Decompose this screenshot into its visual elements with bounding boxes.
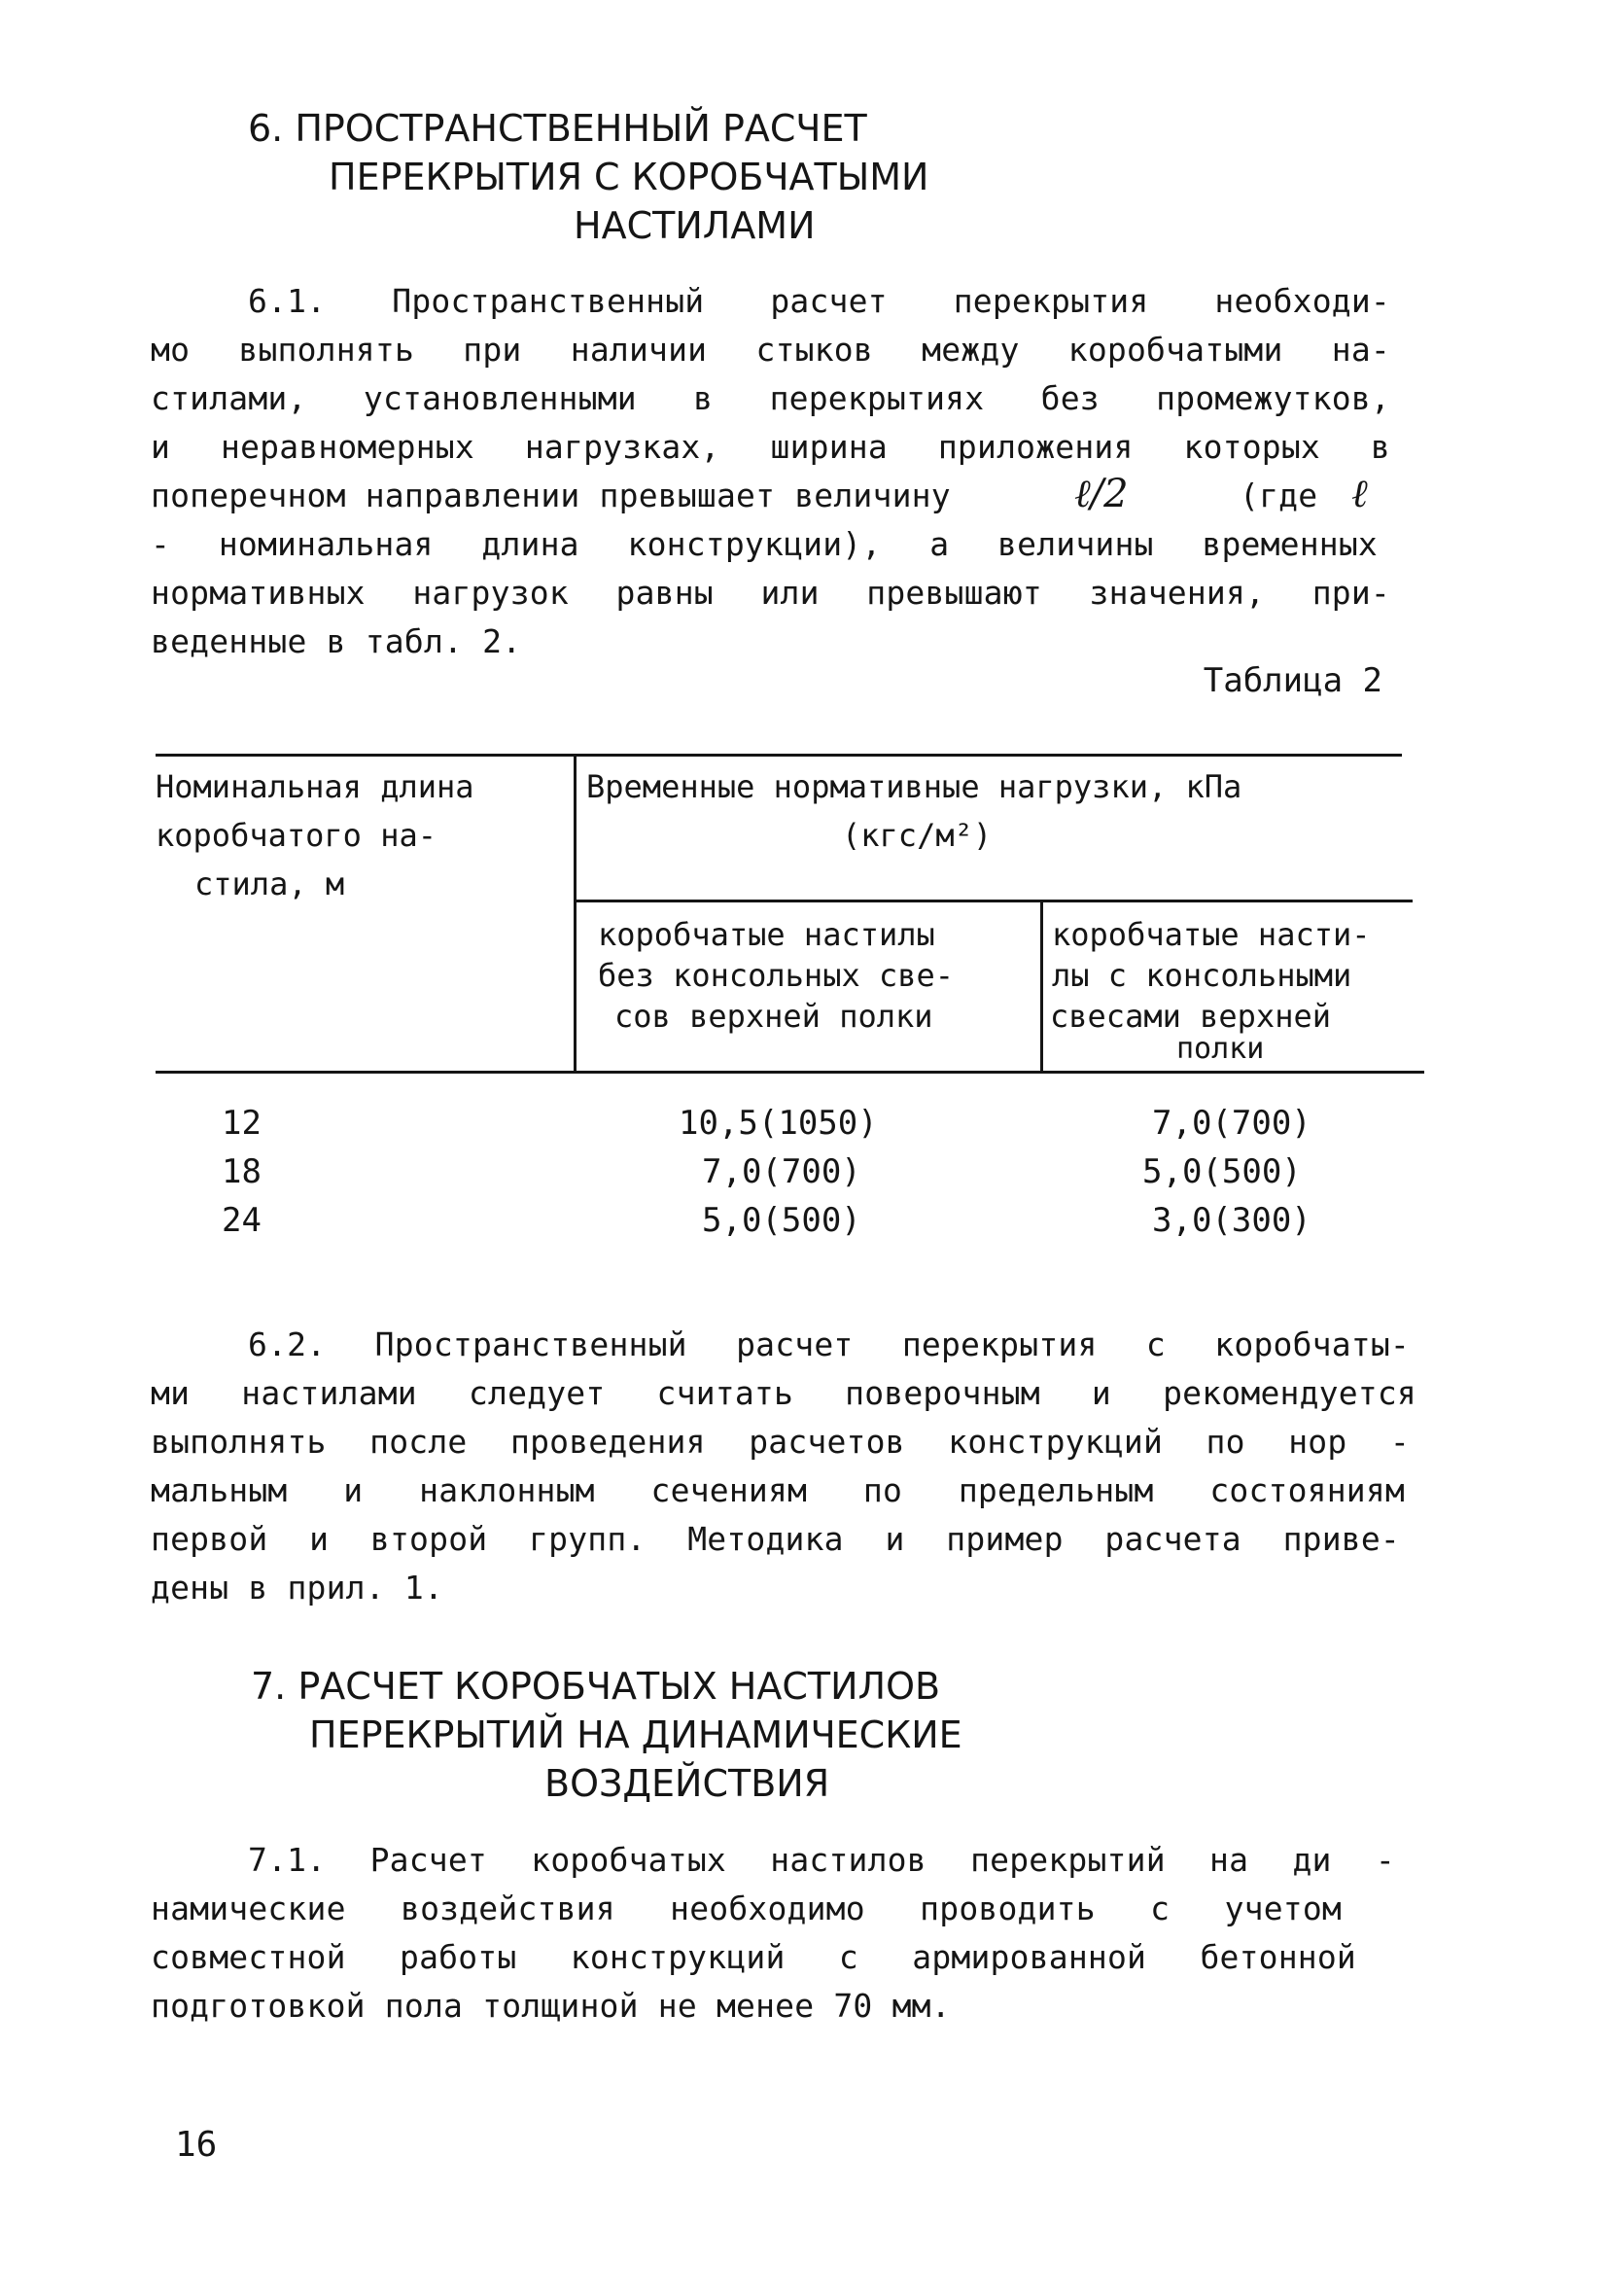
section-7-heading-line2: ПЕРЕКРЫТИЙ НА ДИНАМИЧЕСКИЕ (309, 1713, 962, 1756)
table-cell-without: 10,5(1050) (679, 1104, 878, 1143)
table-top-rule (156, 754, 1402, 757)
table-cell-length: 18 (222, 1152, 262, 1191)
table-cell-with: 3,0(300) (1152, 1201, 1311, 1240)
col3-header-line: свесами верхней (1050, 998, 1331, 1035)
para-6-1-line: 6.1. Пространственный расчет перекрытия необходи- (248, 282, 1390, 320)
section-6-heading-line1: 6. ПРОСТРАНСТВЕННЫЙ РАСЧЕТ (248, 107, 867, 150)
para-6-2-line: дены в прил. 1. (151, 1569, 444, 1607)
para-6-2-line: ми настилами следует считать поверочным и рекомендуется (151, 1374, 1416, 1412)
para-6-1-line: веденные в табл. 2. (151, 622, 522, 660)
table-group-rule (577, 900, 1413, 902)
col3-header-line: полки (1176, 1032, 1265, 1066)
table-caption: Таблица 2 (1203, 661, 1382, 700)
col1-header-line: стила, м (194, 865, 345, 902)
para-7-1-line: 7.1. Расчет коробчатых настилов перекрытий на ди - (248, 1841, 1395, 1879)
table-cell-with: 5,0(500) (1142, 1152, 1302, 1191)
para-6-1-line: (где (1240, 477, 1318, 514)
table-cell-length: 24 (222, 1201, 262, 1240)
table-cell-length: 12 (222, 1104, 262, 1143)
para-6-2-line: 6.2. Пространственный расчет перекрытия с коробчаты- (248, 1325, 1410, 1363)
para-6-2-line: выполнять после проведения расчетов конструкций по нор - (151, 1423, 1410, 1461)
para-6-1-line: и неравномерных нагрузках, ширина приложения которых в (151, 428, 1390, 466)
table-header-bottom-rule (156, 1071, 1424, 1074)
col3-header-line: лы с консольными (1052, 957, 1352, 994)
col2-header-line: сов верхней полки (614, 998, 933, 1035)
para-7-1-line: совместной работы конструкций с армированной бетонной (151, 1938, 1356, 1976)
symbol-l: ℓ (1351, 472, 1368, 516)
para-6-1-line: нормативных нагрузок равны или превышают значения, при- (151, 574, 1390, 612)
para-6-1-line: мо выполнять при наличии стыков между коробчатыми на- (151, 331, 1390, 369)
col2-header-line: без консольных све- (598, 957, 955, 994)
col1-header-line: коробчатого на- (156, 817, 437, 854)
section-7-heading-line1: 7. РАСЧЕТ КОРОБЧАТЫХ НАСТИЛОВ (251, 1665, 941, 1708)
table-cell-without: 7,0(700) (702, 1152, 861, 1191)
para-6-2-line: первой и второй групп. Методика и пример расчета приве- (151, 1520, 1400, 1558)
col3-header-line: коробчатые насти- (1052, 916, 1371, 953)
section-6-heading-line2: ПЕРЕКРЫТИЯ С КОРОБЧАТЫМИ (329, 156, 929, 198)
table-cell-without: 5,0(500) (702, 1201, 861, 1240)
para-7-1-line: намические воздействия необходимо проводить с учетом (151, 1890, 1342, 1927)
para-6-1-line: стилами, установленными в перекрытиях без промежутков, (151, 379, 1390, 417)
group-header-line: Временные нормативные нагрузки, кПа (586, 768, 1242, 805)
table-cell-with: 7,0(700) (1152, 1104, 1311, 1143)
symbol-l-half: ℓ/2 (1074, 472, 1129, 516)
table-vertical-rule-1 (574, 757, 577, 1071)
para-6-1-line: поперечном направлении превышает величину (151, 477, 951, 514)
section-7-heading-line3: ВОЗДЕЙСТВИЯ (544, 1762, 830, 1805)
group-header-line: (кгс/м²) (842, 817, 993, 854)
col1-header-line: Номинальная длина (156, 768, 474, 805)
table-vertical-rule-2 (1040, 902, 1043, 1071)
page-number: 16 (175, 2125, 218, 2165)
col2-header-line: коробчатые настилы (598, 916, 935, 953)
para-7-1-line: подготовкой пола толщиной не менее 70 мм. (151, 1987, 951, 2025)
section-6-heading-line3: НАСТИЛАМИ (574, 204, 816, 247)
para-6-2-line: мальным и наклонным сечениям по предельным состояниям (151, 1471, 1405, 1509)
para-6-1-line: - номинальная длина конструкции), а величины временных (151, 525, 1378, 563)
